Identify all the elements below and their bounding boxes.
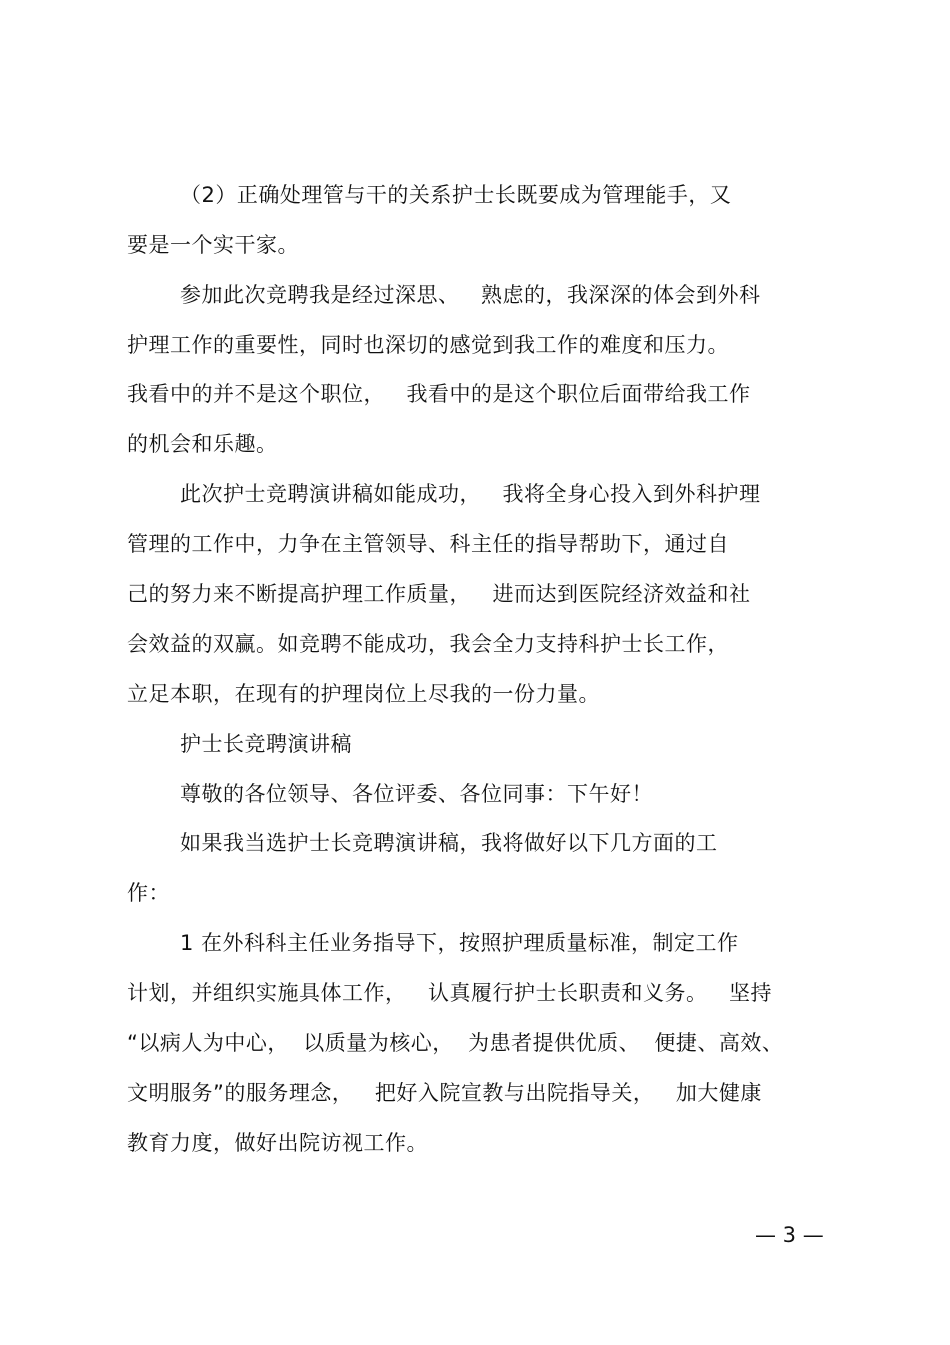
text-line: 参加此次竞聘我是经过深思、 熟虑的，我深深的体会到外科 xyxy=(180,283,761,307)
text-line: 我看中的并不是这个职位， 我看中的是这个职位后面带给我工作 xyxy=(127,382,751,406)
text-line: 教育力度，做好出院访视工作。 xyxy=(127,1131,428,1155)
text-line: （2）正确处理管与干的关系护士长既要成为管理能手，又 xyxy=(180,183,732,207)
text-line: 作： xyxy=(127,881,170,905)
text-line: 要是一个实干家。 xyxy=(127,233,299,257)
text-line: “以病人为中心， 以质量为核心， 为患者提供优质、 便捷、高效、 xyxy=(127,1031,784,1055)
text-line: 如果我当选护士长竞聘演讲稿，我将做好以下几方面的工 xyxy=(180,831,718,855)
text-line: 会效益的双赢。如竞聘不能成功，我会全力支持科护士长工作， xyxy=(127,632,729,656)
text-line: 己的努力来不断提高护理工作质量， 进而达到医院经济效益和社 xyxy=(127,582,751,606)
page-number: — 3 — xyxy=(755,1223,824,1247)
text-line: 1 在外科科主任业务指导下，按照护理质量标准，制定工作 xyxy=(180,931,739,955)
text-line: 立足本职，在现有的护理岗位上尽我的一份力量。 xyxy=(127,682,600,706)
text-line: 护理工作的重要性，同时也深切的感觉到我工作的难度和压力。 xyxy=(127,333,729,357)
text-line: 此次护士竞聘演讲稿如能成功， 我将全身心投入到外科护理 xyxy=(180,482,761,506)
text-line: 的机会和乐趣。 xyxy=(127,432,278,456)
text-line: 文明服务”的服务理念， 把好入院宣教与出院指导关， 加大健康 xyxy=(127,1081,762,1105)
text-line: 尊敬的各位领导、各位评委、各位同事：下午好！ xyxy=(180,782,653,806)
section-heading: 护士长竞聘演讲稿 xyxy=(180,732,352,756)
text-line: 管理的工作中，力争在主管领导、科主任的指导帮助下，通过自 xyxy=(127,532,729,556)
text-line: 计划，并组织实施具体工作， 认真履行护士长职责和义务。 坚持 xyxy=(127,981,773,1005)
